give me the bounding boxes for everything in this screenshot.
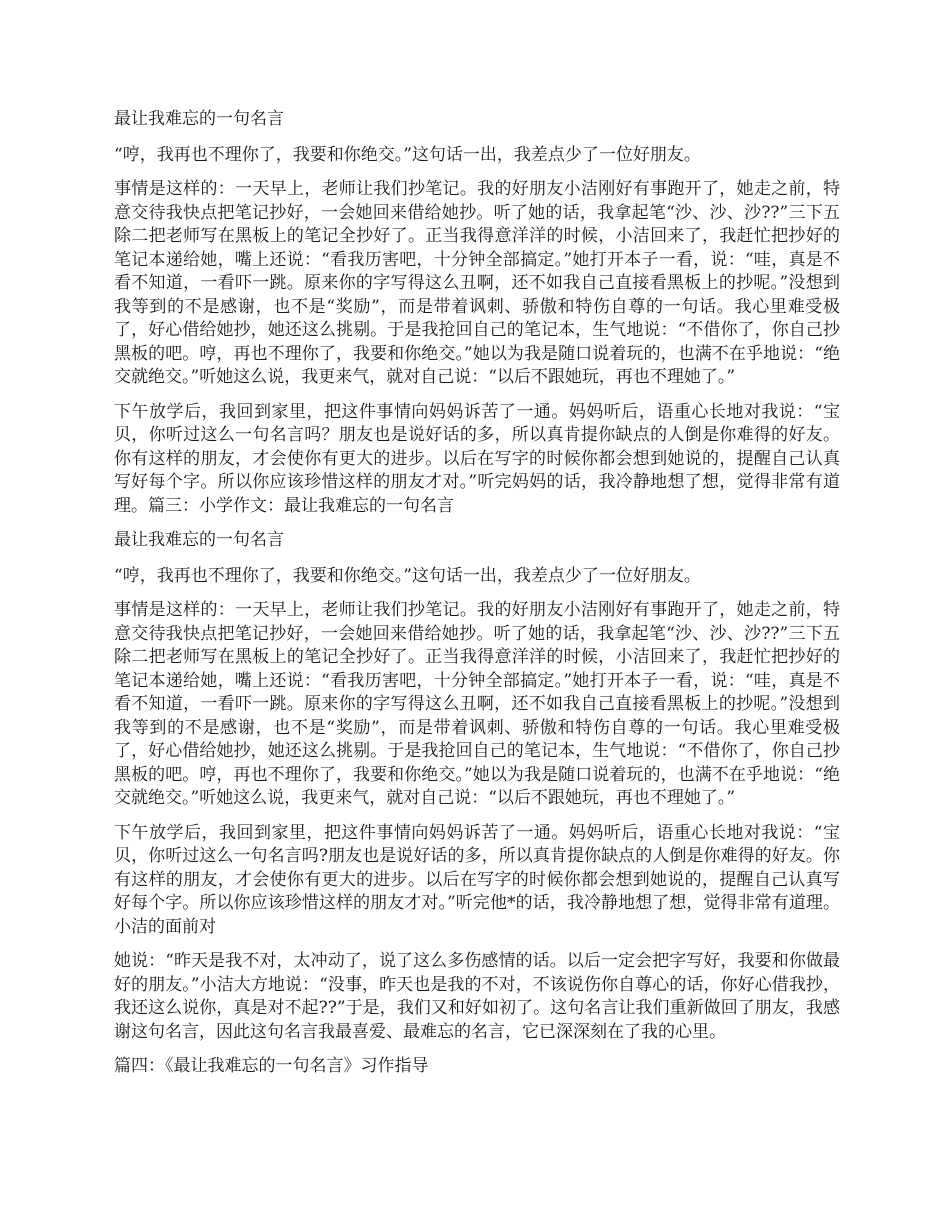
paragraph-reconciliation: 她说：“昨天是我不对，太冲动了，说了这么多伤感情的话。以后一定会把字写好，我要和你做最好的朋友。”小洁大方地说：“没事，昨天也是我的不对，不该说伤你自尊心的话，你好心借我抄，我还这么说你，真是对不起??”于是，我们又和好如初了。这句名言让我们重新做回了朋友，我感谢这句名言，因此这句名言我最喜爱、最难忘的名言，它已深深刻在了我的心里。 [114, 951, 840, 1042]
document-body [114, 108, 840, 1090]
essay-title-repeat: 最让我难忘的一句名言 [114, 530, 284, 550]
paragraph-mother-advice: 下午放学后，我回到家里，把这件事情向妈妈诉苦了一通。妈妈听后，语重心长地对我说：“宝贝，你听过这么一句名言吗？朋友也是说好话的多，所以真肯提你缺点的人倒是你难得的好友。你有这样的朋友，才会使你有更大的进步。以后在写字的时候你都会想到她说的，提醒自己认真写好每个字。所以你应该珍惜这样的朋友才对。”听完妈妈的话，我冷静地想了想，觉得非常有道理。篇三：小学作文：最让我难忘的一句名言 [114, 401, 840, 516]
paragraph-opening: “哼，我再也不理你了，我要和你绝交。”这句话一出，我差点少了一位好朋友。 [114, 144, 701, 165]
section-heading-part-four: 篇四：《最让我难忘的一句名言》习作指导 [114, 1056, 429, 1076]
paragraph-story: 事情是这样的：一天早上，老师让我们抄笔记。我的好朋友小洁刚好有事跑开了，她走之前，特意交待我快点把笔记抄好，一会她回来借给她抄。听了她的话，我拿起笔“沙、沙、沙??”三下五除二把老师写在黑板上的笔记全抄好了。正当我得意洋洋的时候，小洁回来了，我赶忙把抄好的笔记本递给她，嘴上还说：“看我历害吧，十分钟全部搞定。”她打开本子一看，说：“哇，真是不看不知道，一看吓一跳。原来你的字写得这么丑啊，还不如我自己直接看黑板上的抄呢。”没想到我等到的不是感谢，也不是“奖励”，而是带着讽刺、骄傲和特伤自尊的一句话。我心里难受极了，好心借给她抄，她还这么挑剔。于是我抢回自己的笔记本，生气地说：“不借你了，你自己抄黑板的吧。哼，再也不理你了，我要和你绝交。”她以为我是随口说着玩的，也满不在乎地说：“绝交就绝交。”听她这么说，我更来气，就对自己说：“以后不跟她玩，再也不理她了。” [114, 179, 840, 387]
paragraph-mother-advice-repeat: 下午放学后，我回到家里，把这件事情向妈妈诉苦了一通。妈妈听后，语重心长地对我说：“宝贝，你听过这么一句名言吗?朋友也是说好话的多，所以真肯提你缺点的人倒是你难得的好友。你有这样的朋友，才会使你有更大的进步。以后在写字的时候你都会想到她说的，提醒自己认真写好每个字。所以你应该珍惜这样的朋友才对。”听完他*的话，我冷静地想了想，觉得非常有道理。 小洁的面前对 [114, 822, 840, 937]
paragraph-story-repeat: 事情是这样的：一天早上，老师让我们抄笔记。我的好朋友小洁刚好有事跑开了，她走之前，特意交待我快点把笔记抄好，一会她回来借给她抄。听了她的话，我拿起笔“沙、沙、沙??”三下五除二把老师写在黑板上的笔记全抄好了。正当我得意洋洋的时候，小洁回来了，我赶忙把抄好的笔记本递给她，嘴上还说：“看我历害吧，十分钟全部搞定。”她打开本子一看，说：“哇，真是不看不知道，一看吓一跳。原来你的字写得这么丑啊，还不如我自己直接看黑板上的抄呢。”没想到我等到的不是感谢，也不是“奖励”，而是带着讽刺、骄傲和特伤自尊的一句话。我心里难受极了，好心借给她抄，她还这么挑剔。于是我抢回自己的笔记本，生气地说：“不借你了，你自己抄黑板的吧。哼，再也不理你了，我要和你绝交。”她以为我是随口说着玩的，也满不在乎地说：“绝交就绝交。”听她这么说，我更来气，就对自己说：“以后不跟她玩，再也不理她了。” [114, 600, 840, 808]
paragraph-opening-repeat: “哼，我再也不理你了，我要和你绝交。”这句话一出，我差点少了一位好朋友。 [114, 565, 701, 586]
essay-title: 最让我难忘的一句名言 [114, 109, 284, 129]
